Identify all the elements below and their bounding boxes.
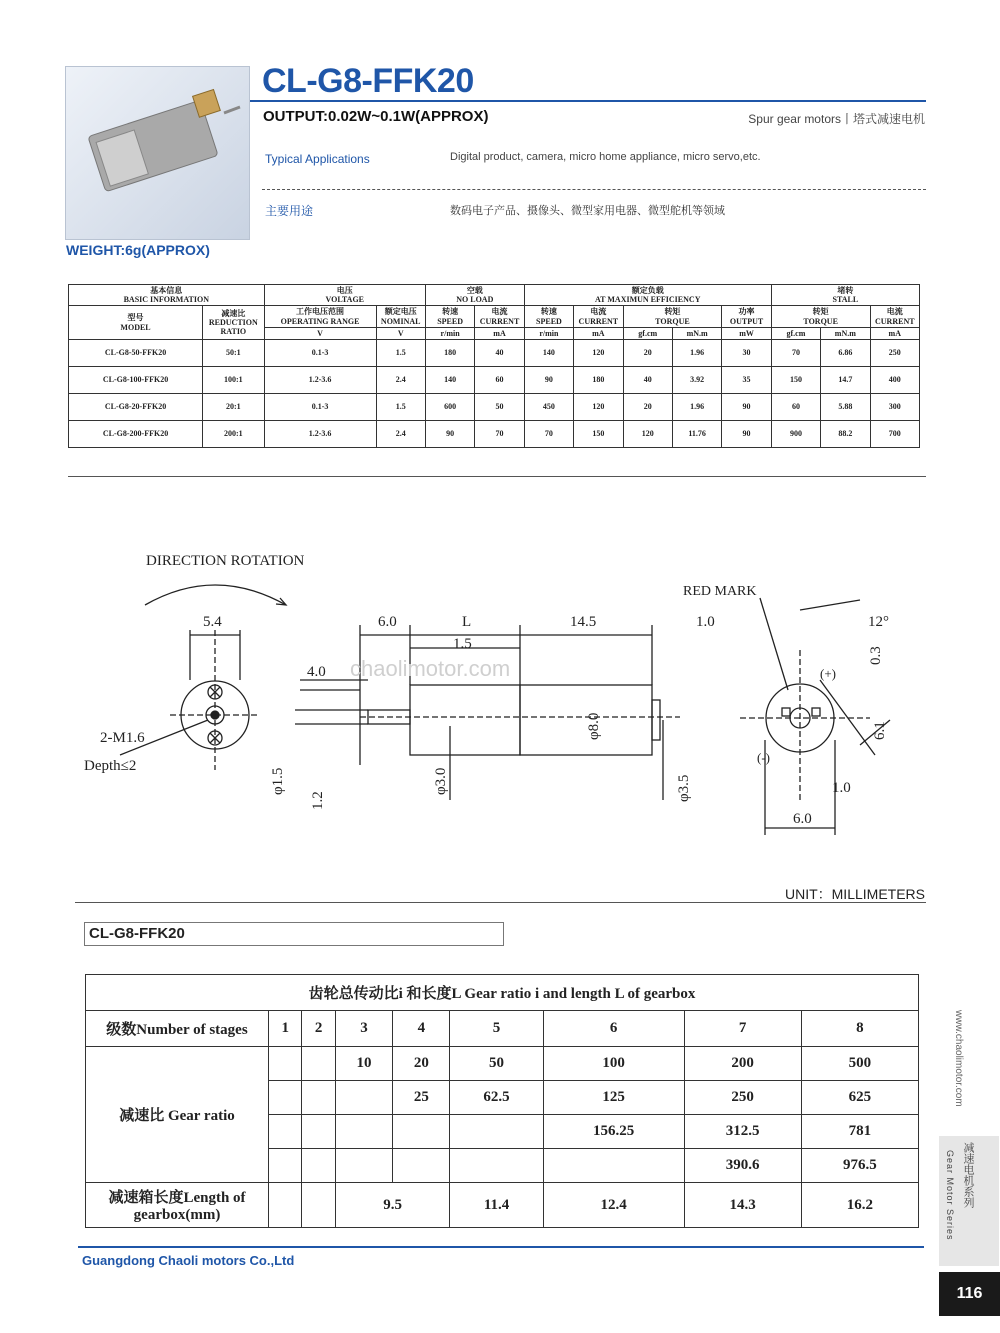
spec-cell: CL-G8-50-FFK20 — [69, 339, 203, 366]
depth-spec: Depth≤2 — [84, 758, 137, 774]
spec-cell: 50 — [475, 393, 524, 420]
ratio-cell — [543, 1149, 684, 1183]
length-cell — [269, 1183, 302, 1228]
unit-cell: mA — [475, 327, 524, 339]
spec-cell: 60 — [475, 366, 524, 393]
spec-table — [68, 284, 920, 448]
group-basic: 基本信息 BASIC INFORMATION — [69, 285, 265, 306]
col-stall-torque: 转矩 TORQUE — [771, 306, 870, 327]
direction-label: DIRECTION ROTATION — [146, 553, 305, 569]
spec-cell: 30 — [722, 339, 771, 366]
stage-cell: 2 — [302, 1011, 335, 1047]
ratio-cell — [302, 1047, 335, 1081]
gear-table-title: 齿轮总传动比i 和长度L Gear ratio i and length L of gearbox — [86, 975, 919, 1011]
unit-cell: r/min — [425, 327, 474, 339]
unit-cell: V — [264, 327, 376, 339]
dim-12-degree: 12° — [868, 614, 889, 630]
spec-cell: 20 — [623, 339, 672, 366]
col-ratio: 减速比 REDUCTION RATIO — [203, 306, 265, 340]
spec-cell: 70 — [475, 420, 524, 447]
product-title: CL-G8-FFK20 — [262, 62, 474, 100]
spec-cell: 5.88 — [821, 393, 870, 420]
dim-14-5: 14.5 — [570, 614, 597, 630]
ratio-cell: 390.6 — [684, 1149, 801, 1183]
ratio-cell: 100 — [543, 1047, 684, 1081]
spec-cell: 0.1-3 — [264, 393, 376, 420]
ratio-label: 减速比 Gear ratio — [86, 1047, 269, 1183]
ratio-row — [86, 1047, 919, 1081]
spec-row — [69, 420, 920, 447]
spec-row — [69, 366, 920, 393]
spec-cell: 1.5 — [376, 393, 425, 420]
unit-cell: mN.m — [821, 327, 870, 339]
ratio-cell: 625 — [801, 1081, 918, 1115]
spec-cell: 3.92 — [672, 366, 721, 393]
spec-cell: 140 — [524, 339, 573, 366]
unit-cell: V — [376, 327, 425, 339]
spec-row — [69, 393, 920, 420]
ratio-cell: 312.5 — [684, 1115, 801, 1149]
spec-cell: 150 — [771, 366, 820, 393]
gear-ratio-table — [85, 974, 919, 1228]
unit-cell: r/min — [524, 327, 573, 339]
footer-rule — [78, 1246, 924, 1248]
ratio-cell — [302, 1149, 335, 1183]
ratio-cell — [269, 1047, 302, 1081]
spec-cell: 2.4 — [376, 420, 425, 447]
company-name: Guangdong Chaoli motors Co.,Ltd — [82, 1253, 295, 1268]
col-range: 工作电压范围 OPERATING RANGE — [264, 306, 376, 327]
stages-label: 级数Number of stages — [86, 1011, 269, 1047]
spec-cell: 88.2 — [821, 420, 870, 447]
length-cell: 16.2 — [801, 1183, 918, 1228]
spec-cell: 140 — [425, 366, 474, 393]
spec-cell: CL-G8-100-FFK20 — [69, 366, 203, 393]
spec-cell: 900 — [771, 420, 820, 447]
unit-cell: mA — [870, 327, 919, 339]
thread-spec: 2-M1.6 — [100, 730, 145, 746]
weight-label: WEIGHT:6g(APPROX) — [66, 242, 210, 258]
spec-cell: 700 — [870, 420, 919, 447]
minus-terminal: (-) — [757, 750, 770, 765]
ratio-cell: 500 — [801, 1047, 918, 1081]
ratio-cell: 200 — [684, 1047, 801, 1081]
spec-cell: 120 — [574, 393, 623, 420]
col-noload-current: 电流 CURRENT — [475, 306, 524, 327]
spec-cell: CL-G8-20-FFK20 — [69, 393, 203, 420]
col-stall-current: 电流 CURRENT — [870, 306, 919, 327]
ratio-cell — [450, 1115, 543, 1149]
dim-phi-3-5: φ3.5 — [676, 774, 692, 802]
dim-6-0-right: 6.0 — [793, 811, 812, 827]
col-rated-torque: 转矩 TORQUE — [623, 306, 722, 327]
title-rule — [250, 100, 926, 102]
dim-6-1: 6.1 — [872, 721, 888, 740]
spec-cell: 90 — [722, 420, 771, 447]
spec-cell: 70 — [771, 339, 820, 366]
dashed-divider — [262, 189, 926, 190]
dim-1-2: 1.2 — [310, 791, 326, 810]
gearbox-body — [410, 685, 520, 755]
dim-1-0-right: 1.0 — [832, 780, 851, 796]
spec-cell: 1.5 — [376, 339, 425, 366]
spec-cell: 1.2-3.6 — [264, 420, 376, 447]
stage-cell: 1 — [269, 1011, 302, 1047]
dim-5-4: 5.4 — [203, 614, 222, 630]
spec-cell: 450 — [524, 393, 573, 420]
spec-cell: 100:1 — [203, 366, 265, 393]
plus-terminal: (+) — [820, 666, 836, 681]
spec-cell: 300 — [870, 393, 919, 420]
stage-cell: 3 — [335, 1011, 392, 1047]
red-mark-label: RED MARK — [683, 584, 757, 599]
ratio-cell: 50 — [450, 1047, 543, 1081]
spec-rule — [68, 476, 926, 477]
ratio-cell: 156.25 — [543, 1115, 684, 1149]
ratio-cell — [269, 1115, 302, 1149]
spec-cell: 50:1 — [203, 339, 265, 366]
spec-cell: 0.1-3 — [264, 339, 376, 366]
ratio-cell: 10 — [335, 1047, 392, 1081]
rotation-arrow — [145, 585, 286, 605]
length-cell: 12.4 — [543, 1183, 684, 1228]
ratio-cell: 25 — [393, 1081, 450, 1115]
dim-phi-3-0: φ3.0 — [433, 767, 449, 795]
series-en: Gear Motor Series — [945, 1150, 955, 1241]
watermark: chaolimotor.com — [350, 656, 511, 681]
dim-4-0: 4.0 — [307, 664, 326, 680]
ratio-cell — [335, 1081, 392, 1115]
spec-cell: 90 — [524, 366, 573, 393]
dim-phi-8-0: φ8.0 — [586, 712, 602, 740]
applications-text-cn: 数码电子产品、摄像头、微型家用电器、微型舵机等领域 — [450, 205, 725, 217]
spec-cell: 2.4 — [376, 366, 425, 393]
spec-cell: CL-G8-200-FFK20 — [69, 420, 203, 447]
ratio-cell: 250 — [684, 1081, 801, 1115]
unit-cell: mN.m — [672, 327, 721, 339]
group-stall: 堵转 STALL — [771, 285, 919, 306]
side-url: www.chaolimotor.com — [953, 1010, 964, 1107]
motor-photo — [65, 66, 250, 240]
spec-cell: 90 — [425, 420, 474, 447]
spec-cell: 1.2-3.6 — [264, 366, 376, 393]
spec-cell: 200:1 — [203, 420, 265, 447]
spec-cell: 1.96 — [672, 393, 721, 420]
group-voltage: 电压 VOLTAGE — [264, 285, 425, 306]
stage-cell: 8 — [801, 1011, 918, 1047]
model-box: CL-G8-FFK20 — [84, 922, 504, 946]
unit-cell: gf.cm — [771, 327, 820, 339]
dim-0-3: 0.3 — [868, 646, 884, 665]
ratio-cell: 976.5 — [801, 1149, 918, 1183]
spec-cell: 40 — [475, 339, 524, 366]
spec-cell: 11.76 — [672, 420, 721, 447]
output-spec: OUTPUT:0.02W~0.1W(APPROX) — [263, 108, 489, 125]
dim-phi-1-5: φ1.5 — [270, 767, 286, 795]
stage-cell: 7 — [684, 1011, 801, 1047]
applications-label-cn: 主要用途 — [265, 204, 314, 218]
col-model: 型号 MODEL — [69, 306, 203, 340]
spec-cell: 70 — [524, 420, 573, 447]
stage-cell: 6 — [543, 1011, 684, 1047]
spec-cell: 6.86 — [821, 339, 870, 366]
col-rated-speed: 转速 SPEED — [524, 306, 573, 327]
ratio-cell: 781 — [801, 1115, 918, 1149]
ratio-cell — [302, 1115, 335, 1149]
ratio-cell: 62.5 — [450, 1081, 543, 1115]
spec-cell: 20:1 — [203, 393, 265, 420]
applications-label: Typical Applications — [265, 152, 370, 166]
ratio-cell — [302, 1081, 335, 1115]
dim-1-0-top: 1.0 — [696, 614, 715, 630]
spec-cell: 120 — [574, 339, 623, 366]
col-rated-power: 功率 OUTPUT — [722, 306, 771, 327]
ratio-cell: 125 — [543, 1081, 684, 1115]
length-cell: 14.3 — [684, 1183, 801, 1228]
page-number: 116 — [939, 1272, 1000, 1316]
col-nominal: 额定电压 NOMINAL — [376, 306, 425, 327]
spec-cell: 90 — [722, 393, 771, 420]
unit-cell: gf.cm — [623, 327, 672, 339]
unit-rule — [75, 902, 926, 903]
ratio-cell — [393, 1115, 450, 1149]
spec-cell: 60 — [771, 393, 820, 420]
spec-cell: 120 — [623, 420, 672, 447]
stage-cell: 5 — [450, 1011, 543, 1047]
unit-label: UNIT：MILLIMETERS — [784, 886, 925, 902]
series-label: Spur gear motors丨塔式减速电机 — [748, 112, 925, 126]
spec-cell: 250 — [870, 339, 919, 366]
col-rated-current: 电流 CURRENT — [574, 306, 623, 327]
ratio-cell — [450, 1149, 543, 1183]
unit-cell: mW — [722, 327, 771, 339]
col-noload-speed: 转速 SPEED — [425, 306, 474, 327]
rotation-arrow-head — [276, 598, 286, 605]
applications-text: Digital product, camera, micro home appliance, micro servo,etc. — [450, 151, 761, 163]
dim-6-0: 6.0 — [378, 614, 397, 630]
spec-cell: 180 — [425, 339, 474, 366]
spec-row — [69, 339, 920, 366]
spec-cell: 150 — [574, 420, 623, 447]
spec-cell: 180 — [574, 366, 623, 393]
ratio-cell — [269, 1081, 302, 1115]
spec-cell: 35 — [722, 366, 771, 393]
length-cell — [302, 1183, 335, 1228]
spec-cell: 40 — [623, 366, 672, 393]
ratio-cell — [269, 1149, 302, 1183]
group-rated: 额定负载 AT MAXIMUN EFFICIENCY — [524, 285, 771, 306]
spec-cell: 400 — [870, 366, 919, 393]
length-cell: 9.5 — [335, 1183, 450, 1228]
ratio-cell — [335, 1149, 392, 1183]
length-label: 减速箱长度Length of gearbox(mm) — [86, 1183, 269, 1228]
length-cell: 11.4 — [450, 1183, 543, 1228]
unit-cell: mA — [574, 327, 623, 339]
dim-L: L — [462, 614, 472, 630]
stage-cell: 4 — [393, 1011, 450, 1047]
spec-cell: 1.96 — [672, 339, 721, 366]
group-noload: 空载 NO LOAD — [425, 285, 524, 306]
spec-cell: 14.7 — [821, 366, 870, 393]
dimension-drawing — [60, 540, 940, 840]
ratio-cell: 20 — [393, 1047, 450, 1081]
spec-cell: 600 — [425, 393, 474, 420]
ratio-cell — [335, 1115, 392, 1149]
spec-cell: 20 — [623, 393, 672, 420]
dim-1-5: 1.5 — [453, 636, 472, 652]
ratio-cell — [393, 1149, 450, 1183]
series-cn: 减速电机系列 — [962, 1142, 974, 1208]
